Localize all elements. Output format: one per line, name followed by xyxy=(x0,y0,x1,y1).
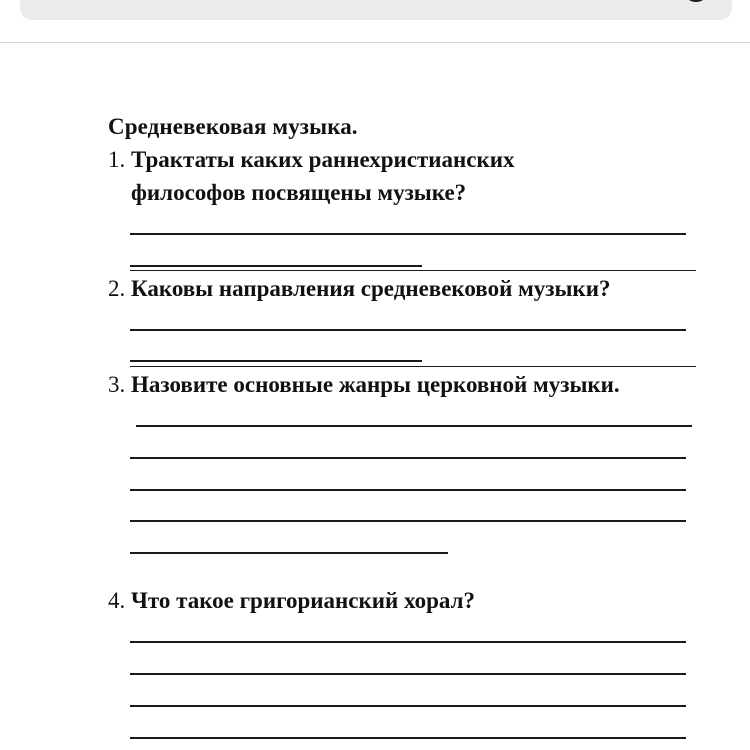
answer-line[interactable] xyxy=(130,270,696,271)
question-2-number: 2. xyxy=(108,276,126,301)
answer-line[interactable] xyxy=(130,457,686,459)
answer-line[interactable] xyxy=(130,673,686,675)
question-3-text: Назовите основные жанры церковной музыки. xyxy=(131,372,620,397)
question-1-number: 1. xyxy=(108,147,126,172)
answer-line[interactable] xyxy=(130,641,686,643)
answer-line[interactable] xyxy=(130,366,696,367)
answer-line[interactable] xyxy=(130,737,686,739)
answer-line[interactable] xyxy=(130,233,686,235)
question-1-text-line-2: философов посвящены музыке? xyxy=(131,180,467,205)
question-4-number: 4. xyxy=(108,588,126,613)
answer-line[interactable] xyxy=(130,705,686,707)
worksheet-title: Средневековая музыка. xyxy=(108,114,358,139)
question-3-number: 3. xyxy=(108,372,126,397)
answer-line[interactable] xyxy=(130,360,422,362)
question-1-text-line-1: Трактаты каких раннехристианских xyxy=(131,147,515,172)
answer-line[interactable] xyxy=(130,552,448,554)
question-4-text: Что такое григорианский хорал? xyxy=(131,588,476,613)
answer-line[interactable] xyxy=(130,489,686,491)
answer-line[interactable] xyxy=(130,520,686,522)
answer-line[interactable] xyxy=(136,425,692,427)
answer-line[interactable] xyxy=(130,329,686,331)
question-2-text: Каковы направления средневековой музыки? xyxy=(131,276,611,301)
answer-line[interactable] xyxy=(130,265,422,267)
